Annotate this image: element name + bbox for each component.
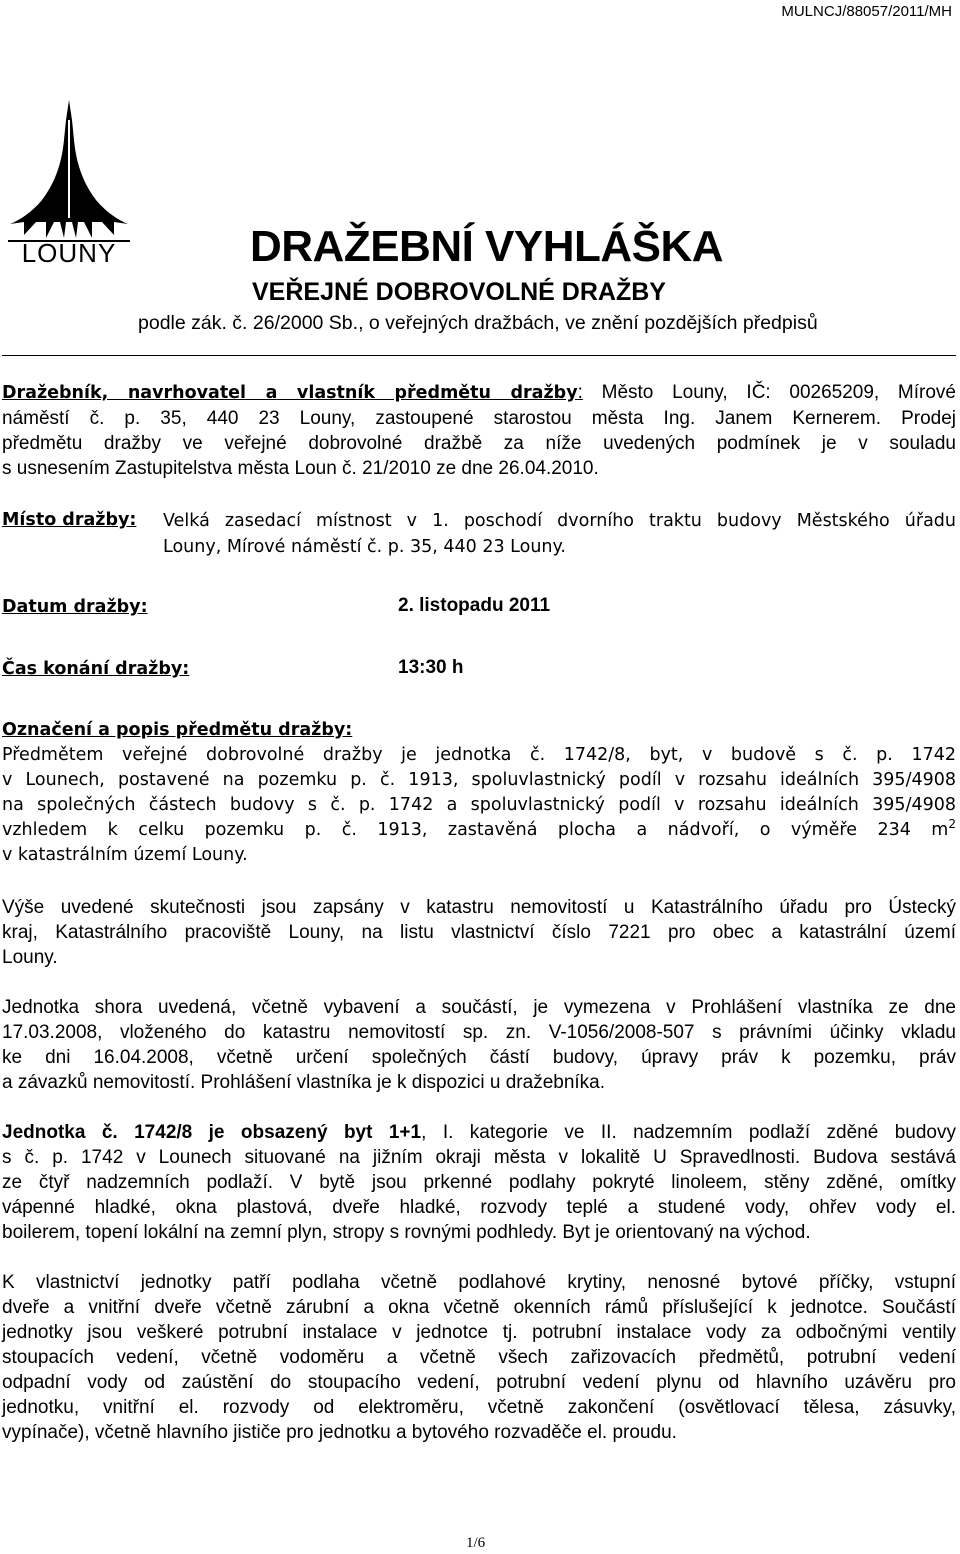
ownership-line-3: jednotky jsou veškeré potrubní instalace v jednotce tj. potrubní instalace vody za odbočnými ventily [2,1322,956,1343]
registry-line-3: Louny. [2,947,58,968]
subject-line-5: v katastrálním území Louny. [2,845,248,865]
intro-line-2: náměstí č. p. 35, 440 23 Louny, zastoupené starostou města Ing. Janem Kernerem. Prodej [2,408,956,429]
intro-text: Město Louny, IČ: 00265209, Mírové [582,382,956,403]
subject-section [2,718,956,868]
place-line-1: Velká zasedací místnost v 1. poschodí dvorního traktu budovy Městského úřadu [163,511,956,531]
intro-paragraph [2,380,956,481]
superscript-2: 2 [948,817,956,832]
page-subtitle: VEŘEJNÉ DOBROVOLNÉ DRAŽBY [252,278,666,306]
place-label: Místo dražby: [2,510,137,530]
subject-label: Označení a popis předmětu dražby: [2,720,353,740]
registry-paragraph [2,895,956,970]
registry-line-1: Výše uvedené skutečnosti jsou zapsány v katastru nemovitostí u Katastrálního úřadu pro Ústecký [2,897,956,918]
place-line-2: Louny, Mírové náměstí č. p. 35, 440 23 Louny. [163,537,566,557]
subject-line-4: vzhledem k celku pozemku p. č. 1913, zastavěná plocha a nádvoří, o výměře 234 $m^2$ [2,817,956,840]
document-reference: MULNCJ/88057/2011/MH [781,3,952,20]
declaration-line-2: 17.03.2008, vloženého do katastru nemovitostí sp. zn. V-1056/2008-507 s právními účinky vkladu [2,1022,956,1043]
declaration-line-4: a závazků nemovitostí. Prohlášení vlastníka je k dispozici u dražebníka. [2,1072,606,1093]
date-value: 2. listopadu 2011 [398,595,551,616]
unit-description-paragraph [2,1120,956,1245]
unit-line-4: vápenné hladké, okna plastová, dveře hladké, rozvody teplé a studené vody, ohřev vody el. [2,1197,956,1218]
date-label: Datum dražby: [2,597,148,617]
time-label: Čas konání dražby: [2,659,190,679]
ownership-line-6: jednotku, vnitřní el. rozvody od elektroměru, včetně zakončení (osvětlovací tělesa, zásuvky, [2,1397,956,1418]
unit-line-5: boilerem, topení lokální na zemní plyn, stropy s rovnými podhledy. Byt je orientovaný na východ. [2,1222,811,1243]
intro-line-1 [2,380,956,406]
legal-basis: podle zák. č. 26/2000 Sb., o veřejných dražbách, ve znění pozdějších předpisů [138,312,818,334]
declaration-line-3: ke dni 16.04.2008, včetně určení společných částí budovy, úpravy práv k pozemku, práv [2,1047,956,1068]
louny-emblem-icon [6,100,132,268]
ownership-line-7: vypínače), včetně hlavního jističe pro jednotku a bytového rozvaděče el. proudu. [2,1422,677,1443]
louny-logo [6,100,132,268]
subject-line-2: v Lounech, postavené na pozemku p. č. 1913, spoluvlastnický podíl v rozsahu ideálních 395/4908 [2,770,956,790]
registry-line-2: kraj, Katastrálního pracoviště Louny, na listu vlastnictví číslo 7221 pro obec a katastrální území [2,922,956,943]
page-title: DRAŽEBNÍ VYHLÁŠKA [250,222,724,271]
intro-colon: : [577,382,583,403]
time-value: 13:30 h [398,657,464,678]
intro-line-4: s usnesením Zastupitelstva města Loun č. 21/2010 ze dne 26.04.2010. [2,458,599,479]
declaration-paragraph [2,995,956,1095]
declaration-line-1: Jednotka shora uvedená, včetně vybavení a součástí, je vymezena v Prohlášení vlastníka ze dne [2,997,956,1018]
ownership-line-4: stoupacích vedení, včetně vodoměru a včetně všech zařizovacích předmětů, potrubní vedení [2,1347,956,1368]
unit-line-1: Jednotka č. 1742/8 je obsazený byt 1+1, I. kategorie ve II. nadzemním podlaží zděné budovy [2,1122,956,1143]
subject-line-3: na společných částech budovy s č. p. 1742 a spoluvlastnický podíl v rozsahu ideálních 395/4908 [2,795,956,815]
ownership-line-2: dveře a vnitřní dveře včetně zárubní a okna včetně okenních rámů příslušející k jednotce. Součástí [2,1297,956,1318]
page-number: 1/6 [466,1535,486,1551]
place-value [163,508,956,560]
unit-bold-heading: Jednotka č. 1742/8 je obsazený byt 1+1 [2,1122,422,1143]
unit-line-2: s č. p. 1742 v Lounech situované na jižním okraji města v lokalitě U Spravedlnosti. Budova sestává [2,1147,956,1168]
ownership-line-5: odpadní vody od zaústění do stoupacího vedení, potrubní vedení plynu od hlavního uzávěru pro [2,1372,956,1393]
ownership-line-1: K vlastnictví jednotky patří podlaha včetně podlahové krytiny, nenosné bytové příčky, vstupní [2,1272,956,1293]
unit-line-3: ze čtyř nadzemních podlaží. V bytě jsou prkenné podlahy pokryté linoleem, stěny zděné, omítky [2,1172,956,1193]
subject-line-1: Předmětem veřejné dobrovolné dražby je jednotka č. 1742/8, byt, v budově s č. p. 1742 [2,745,956,765]
svg-text:LOUNY: LOUNY [21,238,117,268]
intro-label: Dražebník, navrhovatel a vlastník předmětu dražby [2,383,578,403]
ownership-paragraph [2,1270,956,1445]
intro-line-3: předmětu dražby ve veřejné dobrovolné dražbě za níže uvedených podmínek je v souladu [2,433,956,454]
header-divider [2,355,956,356]
